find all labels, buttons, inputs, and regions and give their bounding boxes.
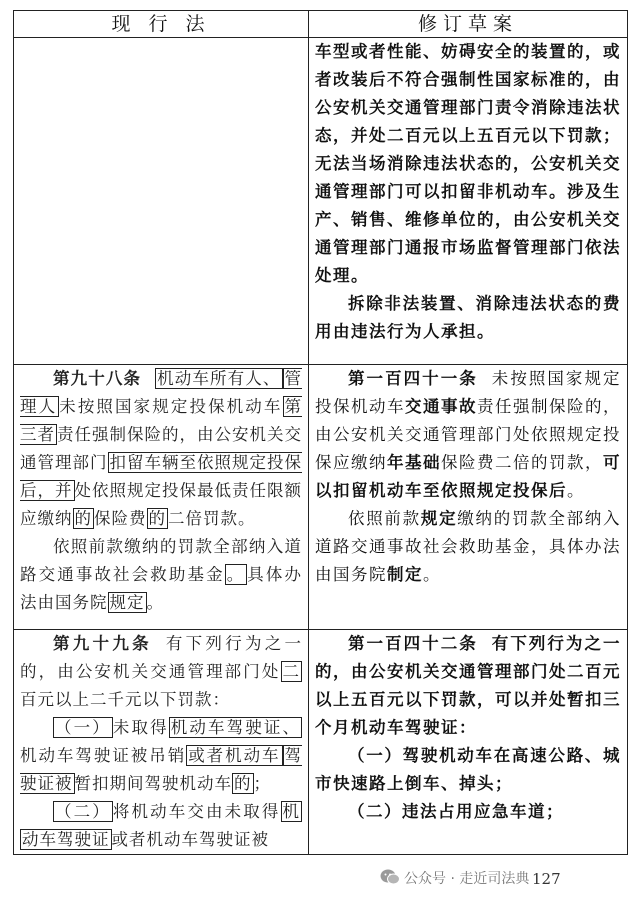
text-segment: 将机动车交由未取得: [112, 802, 281, 821]
current-law-paragraph: [20, 798, 302, 854]
amended-text-box: 。: [226, 565, 246, 584]
text-segment: 。: [567, 481, 585, 500]
revision-paragraph: [315, 365, 621, 505]
text-segment: 处依照规定投保最低责任限额: [74, 481, 302, 500]
text-segment: 二倍罚款。: [168, 509, 256, 528]
amended-text-box: 驾驶证被: [20, 746, 303, 793]
revised-text-bold: 交通事故: [405, 397, 477, 416]
text-segment: 保险费: [94, 509, 147, 528]
comparison-table: [13, 10, 628, 855]
current-law-cell-empty: [14, 38, 309, 365]
article-number: 第九十九条: [53, 634, 152, 653]
revision-list-item: （一）驾驶机动车在高速公路、城市快速路上倒车、掉头；: [315, 746, 621, 793]
article-number: 第九十八条: [53, 369, 142, 388]
revised-text-bold: 可以扣留机动车至依照规定投保后: [315, 453, 621, 500]
text-segment: 缴纳的罚款全部纳入道路交通事故社会救助基金，具体办法由国务院: [315, 509, 622, 584]
text-segment: 未按照国家规定投保机动车: [59, 397, 283, 416]
text-segment: 暂扣期间驾驶机动车: [74, 774, 232, 793]
text-segment: 未取得: [112, 718, 169, 737]
revised-text-bold: 年基础: [387, 453, 441, 472]
revision-cell: [309, 38, 628, 365]
text-segment: 。: [146, 593, 164, 612]
page-footer: [380, 866, 610, 892]
current-law-paragraph: [20, 533, 302, 617]
text-segment: 保险费二倍的罚款，: [441, 453, 603, 472]
table-header-row: [14, 11, 628, 38]
header-current-law: 现 行 法: [14, 11, 309, 38]
amended-text-box: 管理人: [20, 369, 302, 416]
amended-text-box: （一）: [55, 718, 111, 737]
current-law-paragraph: [20, 714, 302, 798]
text-segment: 。: [423, 565, 441, 584]
amended-text-box: 的: [234, 774, 252, 793]
header-revision-draft: 修订草案: [309, 11, 628, 38]
revised-text-bold: 规定: [420, 509, 458, 528]
text-segment: 机动车驾驶证被吊销: [20, 746, 187, 765]
revision-paragraph: 车型或者性能、妨碍安全的装置的，或者改装后不符合强制性国家标准的，由公安机关交通管理部门责令消除违法状态，并处二百元以上五百元以下罚款；无法当场消除违法状态的，公安机关交通管理部门可以扣留非机动车。涉及生产、销售、维修单位的，由公安机关交通管理部门通报市场监督管理部门依法处理。: [315, 42, 621, 285]
article-number: 第一百四十二条: [348, 634, 478, 653]
text-segment: 责任强制保险的，由公安机关交通管理部门处依照规定投保应缴纳: [315, 397, 621, 472]
revision-list-item: （二）违法占用应急车道；: [348, 802, 564, 821]
text-segment: 依照前款缴纳的罚款全部纳入道路交通事故社会救助基金: [20, 537, 302, 584]
current-law-cell: [14, 365, 309, 630]
amended-text-box: 扣留车辆至依照规定投保后，并: [20, 453, 302, 500]
amended-text-box: 第三者: [20, 397, 303, 444]
text-segment: 未按照国家规定投保机动车: [315, 369, 622, 416]
current-law-cell: [14, 630, 309, 855]
amended-text-box: 机: [282, 802, 300, 821]
amended-text-box: 规定: [109, 593, 145, 612]
table-row: [14, 38, 628, 365]
revision-cell: [309, 365, 628, 630]
text-segment: 应缴纳: [20, 509, 73, 528]
amended-text-box: 二: [282, 662, 300, 681]
current-law-paragraph: [20, 365, 302, 533]
amended-text-box: （二）: [55, 802, 111, 821]
amended-text-box: 的: [148, 509, 166, 528]
text-segment: ；: [253, 774, 271, 793]
revision-paragraph: 第一百四十二条 有下列行为之一的，由公安机关交通管理部门处二百元以上五百元以下罚款，可以并处暂扣三个月机动车驾驶证：: [315, 634, 622, 737]
revised-text-bold: 制定: [387, 565, 423, 584]
current-law-paragraph: [20, 630, 302, 714]
page-number: 127: [532, 870, 561, 888]
amended-text-box: 或者机动车: [188, 746, 281, 765]
table-row: [14, 365, 628, 630]
amended-text-box: 的: [74, 509, 92, 528]
text-segment: 责任强制保险的，由公安机关交通管理部门: [20, 425, 302, 472]
text-segment: 依照前款: [348, 509, 421, 528]
article-number: 第一百四十一条: [348, 369, 478, 388]
revision-paragraph: 拆除非法装置、消除违法状态的费用由违法行为人承担。: [315, 294, 621, 341]
revision-paragraph: [315, 505, 621, 589]
wechat-icon: [380, 869, 400, 885]
text-segment: 或者机动车驾驶证被: [111, 830, 269, 849]
amended-text-box: 机动车所有人、: [157, 369, 281, 388]
watermark-text: 公众号 · 走近司法典: [404, 871, 530, 887]
text-segment: 百元以上二千元以下罚款：: [20, 690, 230, 709]
text-segment: 具体办法由国务院: [20, 565, 303, 612]
table-row: [14, 630, 628, 855]
amended-text-box: 动车驾驶证: [22, 830, 110, 849]
amended-text-box: 机动车驾驶证、: [170, 718, 300, 737]
text-segment: 有下列行为之一的，由公安机关交通管理部门处: [20, 634, 303, 681]
revision-cell: [309, 630, 628, 855]
